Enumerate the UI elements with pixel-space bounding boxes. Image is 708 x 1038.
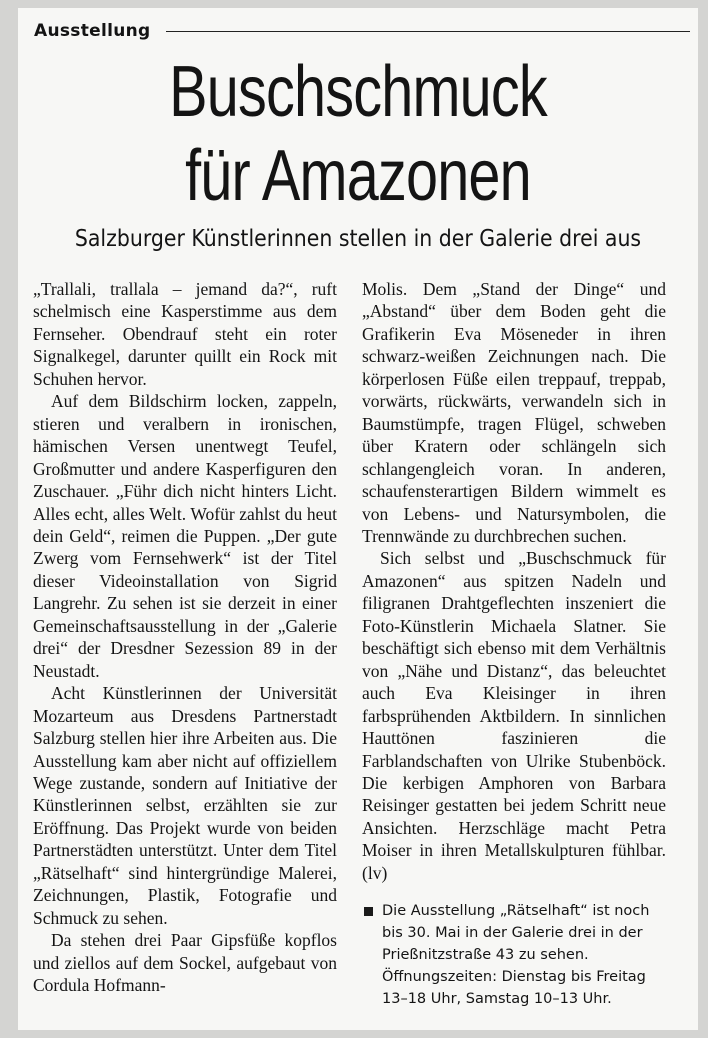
section-label: Ausstellung xyxy=(34,21,151,41)
article-column-left xyxy=(33,278,337,997)
paragraph: Sich selbst und „Buschschmuck für Amazonen“ aus spitzen Nadeln und filigranen Drahtgeflechten inszeniert die Foto-Künstlerin Michaela Slatner. Sie beschäftigt sich ebenso mit dem Verhältnis von „Nähe und Distanz“, das beleuchtet auch Eva Kleisinger in ihren farbsprühenden Aktbildern. In sinnlichen Hauttönen faszinieren die Farblandschaften von Ulrike Stubenböck. Die kerbigen Amphoren von Barbara Reisinger gestatten bei jedem Schritt neue Ansichten. Herzschläge macht Petra Moiser in ihren Metallskulpturen fühlbar. (lv) xyxy=(362,548,666,883)
headline xyxy=(86,50,630,218)
headline-line-1: Buschschmuck xyxy=(169,52,547,132)
paragraph: Molis. Dem „Stand der Dinge“ und „Abstand“ über dem Boden geht die Grafikerin Eva Möseneder in ihren schwarz-weißen Zeichnungen nach. Die körperlosen Füße eilen treppauf, treppab, vorwärts, rückwärts, verwandeln sich in Baumstümpfe, tragen Flügel, schweben über Kratern oder schlängeln sich schlangengleich voran. In anderen, schaufensterartigen Bildern wimmelt es von Lebens- und Natursymbolen, die Trennwände zu durchbrechen suchen. xyxy=(362,279,666,546)
section-header xyxy=(34,20,690,42)
paragraph: Auf dem Bildschirm locken, zappeln, stieren und veralbern in ironischen, hämischen Versen unentwegt Teufel, Großmutter und andere Kasperfiguren den Zuschauer. „Führ dich nicht hinters Licht. Alles echt, alles Welt. Wofür zahlst du heut dein Geld“, reimen die Puppen. „Der gute Zwerg vom Fernsehwerk“ ist der Titel dieser Videoinstallation von Sigrid Langrehr. Zu sehen ist sie derzeit in einer Gemeinschaftsausstellung in der „Galerie drei“ der Dresdner Sezession 89 in der Neustadt. xyxy=(33,391,337,681)
paragraph: Acht Künstlerinnen der Universität Mozarteum aus Dresdens Partnerstadt Salzburg stellen hier ihre Arbeiten aus. Die Ausstellung kam aber nicht auf offiziellem Wege zustande, sondern auf Initiative der Künstlerinnen selbst, erzählten sie zur Eröffnung. Das Projekt wurde von beiden Partnerstädten unterstützt. Unter dem Titel „Rätselhaft“ sind hintergründige Malerei, Zeichnungen, Plastik, Fotografie und Schmuck zu sehen. xyxy=(33,683,337,928)
exhibition-info-box xyxy=(362,900,666,1010)
headline-line-2: für Amazonen xyxy=(185,136,531,216)
subheadline: Salzburger Künstlerinnen stellen in der Galerie drei aus xyxy=(74,226,642,252)
section-rule xyxy=(166,31,690,32)
exhibition-info-text: Die Ausstellung „Rätselhaft“ ist noch bis 30. Mai in der Galerie drei in der Prießnitzstraße 43 zu sehen. Öffnungszeiten: Dienstag bis Freitag 13–18 Uhr, Samstag 10–13 Uhr. xyxy=(382,903,650,1008)
paragraph: „Trallali, trallala – jemand da?“, ruft schelmisch eine Kasperstimme aus dem Fernseher. Obendrauf steht ein roter Signalkegel, darunter quillt ein Rock mit Schuhen hervor. xyxy=(33,279,337,389)
article-column-right xyxy=(362,278,666,1010)
paragraph: Da stehen drei Paar Gipsfüße kopflos und ziellos auf dem Sockel, aufgebaut von Cordula Hofmann- xyxy=(33,930,337,996)
newspaper-clipping xyxy=(18,8,698,1030)
square-bullet-icon xyxy=(364,907,373,916)
